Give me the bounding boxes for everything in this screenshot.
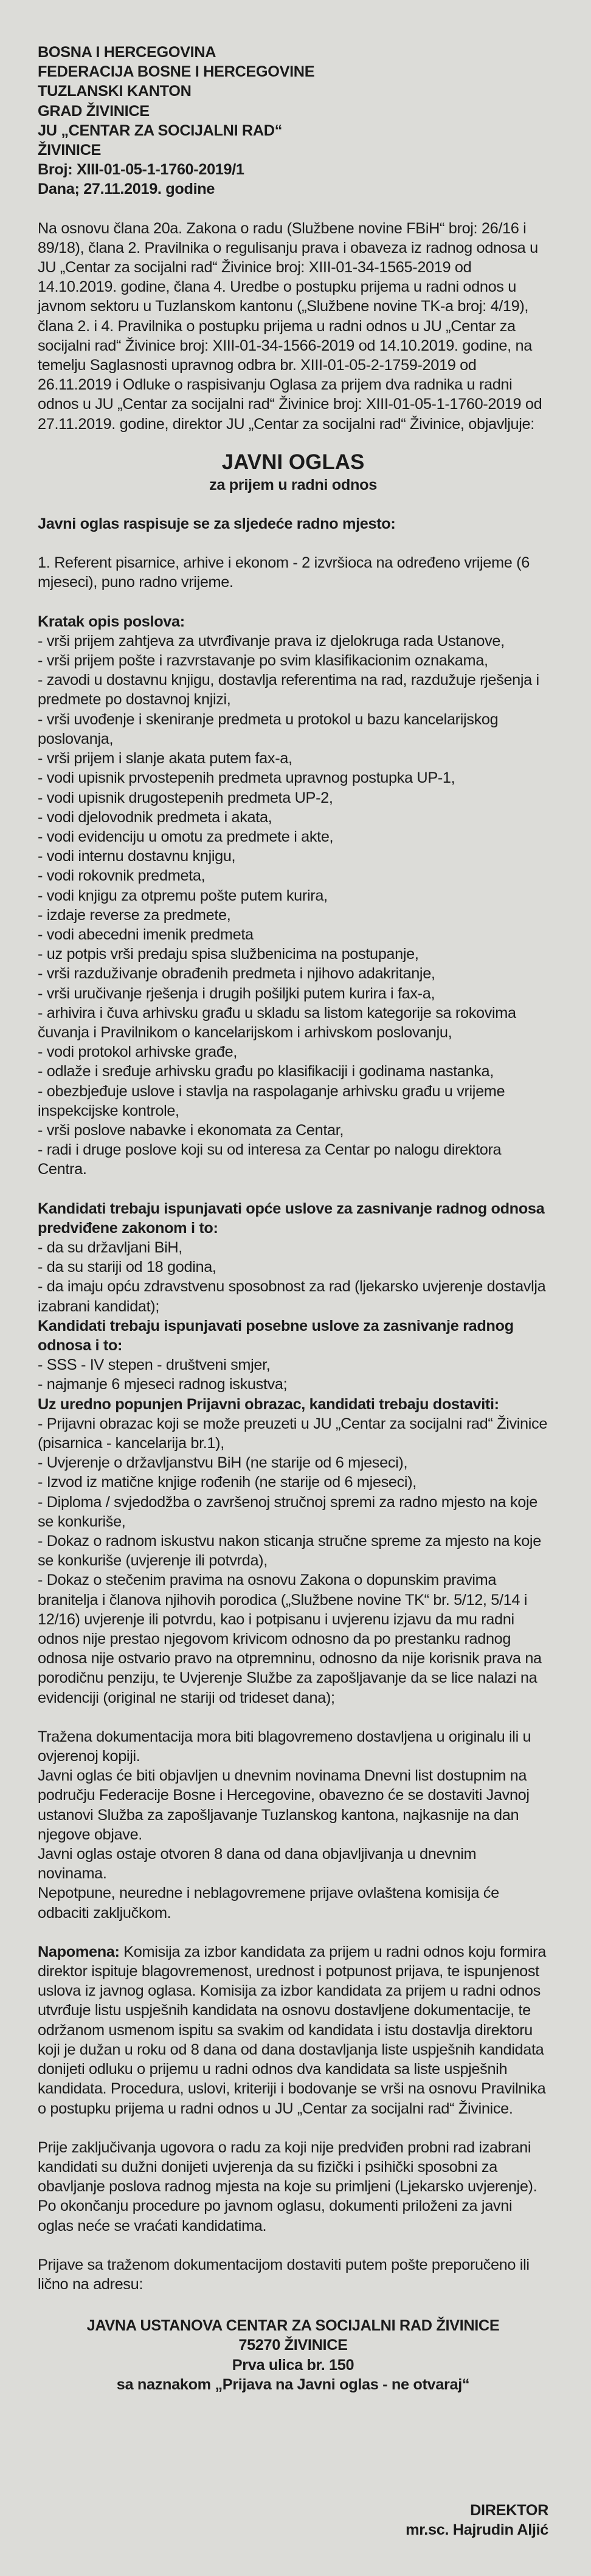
document-number: Broj: XIII-01-05-1-1760-2019/1 bbox=[38, 161, 244, 179]
position-description: 1. Referent pisarnice, arhive i ekonom - 2 izvršioca na određeno vrijeme (6 mjeseci), puno radno vrijeme. bbox=[38, 554, 530, 591]
duty-item: - vodi djelovodnik predmeta i akata, bbox=[38, 808, 272, 826]
duty-item: - vrši poslove nabavke i ekonomata za Centar, bbox=[38, 1121, 344, 1139]
duties-heading: Kratak opis poslova: bbox=[38, 613, 185, 630]
documents-heading: Uz uredno popunjen Prijavni obrazac, kandidati trebaju dostaviti: bbox=[38, 1395, 499, 1413]
document-title: JAVNI OGLAS bbox=[221, 450, 365, 474]
duty-item: - vodi protokol arhivske građe, bbox=[38, 1043, 238, 1061]
header-line: GRAD ŽIVINICE bbox=[38, 102, 150, 120]
signature-role: DIREKTOR bbox=[470, 2501, 548, 2519]
document-item: - Prijavni obrazac koji se može preuzeti u JU „Centar za socijalni rad“ Živinice (pisarnica - kancelarija br.1), bbox=[38, 1415, 548, 1452]
note-text: Komisija za izbor kandidata za prijem u radni odnos koju formira direktor ispituje blagovremenost, urednost i potpunost prijava, te ispunjenost uslova iz javnog oglasa. Komisija za izbor kandidata za prijem u radni odnos utvrđuje listu uspješnih kandidata na osnovu dostavljene dokumentacije, te održanom usmenom ispitu sa svakim od kandidata i istu dostavlja direktoru koji je dužan u roku od 8 dana od dana dostavljanja liste uspješnih kandidata donijeti odluku o prijemu u radni odnos dva kandidata sa liste uspješnih kandidata. Procedura, uslovi, kriteriji i bodovanje se vrši na osnovu Pravilnika o postupku prijema u radni odnos u JU „Centar za socijalni rad“ Živinice. bbox=[38, 1943, 546, 2117]
duty-item: - arhivira i čuva arhivsku građu u skladu sa listom kategorije sa rokovima čuvanja i Pravilnikom o kancelarijskom i arhivskom poslovanju, bbox=[38, 1004, 516, 1041]
header-line: FEDERACIJA BOSNE I HERCEGOVINE bbox=[38, 63, 315, 81]
duty-item: - vodi abecedni imenik predmeta bbox=[38, 926, 254, 943]
duty-item: - vrši razduživanje obrađenih predmeta i njihovo adakritanje, bbox=[38, 965, 435, 983]
contract-paragraph: Prije zaključivanja ugovora o radu za koji nije predviđen probni rad izabrani kandidati su dužni donijeti uvjerenja da su fizički i psihički sposobni za obavljanje poslova radnog mjesta na koje su primljeni (Ljekarsko uvjerenje). Po okončanju procedure po javnom oglasu, dokumenti priloženi za javni oglas neće se vraćati kandidatima. bbox=[38, 2138, 537, 2234]
intro-paragraph: Na osnovu člana 20a. Zakona o radu (Službene novine FBiH“ broj: 26/16 i 89/18), člana 2. Pravilnika o regulisanju prava i obaveza iz radnog odnosa u JU „Centar za socijalni rad“ Živinice broj: XIII-01-34-1565-2019 od 14.10.2019. godine, člana 4. Uredbe o postupku prijema u radni odnos u javnom sektoru u Tuzlanskom kantonu („Službene novine TK-a broj: 4/19), člana 2. i 4. Pravilnika o postupku prijema u radni odnos u JU „Centar za socijalni rad“ Živinice broj: XIII-01-34-1566-2019 od 14.10.2019. godine, na temelju Saglasnosti upravnog odbra br. XIII-01-05-2-1759-2019 od 26.11.2019 i Odluke o raspisivanju Oglasa za prijem dva radnika u radni odnos u JU „Centar za socijalni rad“ Živinice broj: XIII-01-05-1-1760-2019 od 27.11.2019. godine, direktor JU „Centar za socijalni rad“ Živinice, objavljuje: bbox=[38, 219, 542, 433]
document-subtitle: za prijem u radni odnos bbox=[209, 476, 377, 493]
document-item: - Dokaz o stečenim pravima na osnovu Zakona o dopunskim pravima branitelja i članova njihovih porodica („Službene novine TK“ br. 5/12, 5/14 i 12/16) uvjerenje ili potvrdu, kao i potpisanu i uvjerenu izjavu da mu radni odnos nije prestao njegovom krivicom odnosno da po prestanku radnog odnosa nije ostvario pravo na otpremninu, odnosno da nije korisnik prava na porodičnu penziju, te Uvjerenje Službe za zapošljavanje da se lice nalazi na evidenciji (original ne stariji od trideset dana); bbox=[38, 1571, 542, 1706]
postal-address bbox=[38, 2316, 548, 2394]
documents-list bbox=[38, 1414, 548, 1708]
document-item: - Diploma / svjedodžba o završenoj stručnoj spremi za radno mjesto na koje se konkuriše, bbox=[38, 1493, 537, 1530]
open-period-paragraph: Javni oglas ostaje otvoren 8 dana od dana objavljivanja u dnevnim novinama. bbox=[38, 1846, 477, 1883]
document-date: Dana; 27.11.2019. godine bbox=[38, 180, 215, 198]
condition-item: - da su stariji od 18 godina, bbox=[38, 1259, 216, 1276]
duty-item: - vodi upisnik prvostepenih predmeta upravnog postupka UP-1, bbox=[38, 769, 455, 787]
duty-item: - vrši prijem i slanje akata putem fax-a, bbox=[38, 750, 292, 768]
duty-item: - uz potpis vrši predaju spisa službenicima na postupanje, bbox=[38, 946, 419, 963]
duty-item: - vrši uručivanje rješenja i drugih pošiljki putem kurira i fax-a, bbox=[38, 984, 435, 1002]
duty-item: - vrši prijem zahtjeva za utvrđivanje prava iz djelokruga rada Ustanove, bbox=[38, 632, 505, 650]
publication-paragraph: Javni oglas će biti objavljen u dnevnim novinama Dnevni list dostupnim na području Federacije Bosne i Hercegovine, obavezno će se dostaviti Javnoj ustanovi Služba za zapošljavanje Tuzlanskog kantona, najkasnije na dan njegove objave. bbox=[38, 1767, 530, 1843]
duty-item: - vodi upisnik drugostepenih predmeta UP-2, bbox=[38, 789, 333, 806]
duty-item: - obezbjeđuje uslove i stavlja na raspolaganje arhivsku građu u vrijeme inspekcijske kontrole, bbox=[38, 1082, 505, 1119]
special-conditions-heading: Kandidati trebaju ispunjavati posebne uslove za zasnivanje radnog odnosa i to: bbox=[38, 1317, 514, 1354]
address-line: Prva ulica br. 150 bbox=[232, 2356, 354, 2374]
address-line: sa naznakom „Prijava na Javni oglas - ne otvaraj“ bbox=[116, 2375, 470, 2393]
document-item: - Dokaz o radnom iskustvu nakon sticanja stručne spreme za mjesto na koje se konkuriše (uvjerenje ili potvrda), bbox=[38, 1533, 541, 1570]
duty-item: - vodi internu dostavnu knjigu, bbox=[38, 848, 236, 865]
duty-item: - zavodi u dostavnu knjigu, dostavlja referentima na rad, razdužuje rješenja i predmete po dostavnoj knjizi, bbox=[38, 671, 539, 709]
duty-item: - vodi knjigu za otpremu pošte putem kurira, bbox=[38, 887, 328, 904]
header-line: BOSNA I HERCEGOVINA bbox=[38, 44, 216, 61]
send-paragraph: Prijave sa traženom dokumentacijom dostaviti putem pošte preporučeno ili lično na adresu: bbox=[38, 2256, 530, 2293]
condition-item: - najmanje 6 mjeseci radnog iskustva; bbox=[38, 1376, 288, 1393]
documentation-paragraph: Tražena dokumentacija mora biti blagovremeno dostavljena u originalu ili u ovjerenoj kopiji. bbox=[38, 1728, 531, 1765]
document-item: - Uvjerenje o državljanstvu BiH (ne starije od 6 mjeseci), bbox=[38, 1454, 408, 1472]
announce-heading: Javni oglas raspisuje se za sljedeće radno mjesto: bbox=[38, 515, 396, 533]
condition-item: - da imaju opću zdravstvenu sposobnost za rad (ljekarsko uvjerenje dostavlja izabrani kandidat); bbox=[38, 1278, 546, 1315]
duty-item: - vodi evidenciju u omotu za predmete i akte, bbox=[38, 828, 334, 845]
special-conditions-list bbox=[38, 1355, 548, 1394]
duty-item: - vrši prijem pošte i razvrstavanje po svim klasifikacionim oznakama, bbox=[38, 652, 488, 670]
document-item: - Izvod iz matične knjige rođenih (ne starije od 6 mjeseci), bbox=[38, 1474, 416, 1491]
address-line: 75270 ŽIVINICE bbox=[238, 2337, 348, 2354]
note-label: Napomena: bbox=[38, 1943, 120, 1960]
address-line: JAVNA USTANOVA CENTAR ZA SOCIJALNI RAD ŽIVINICE bbox=[86, 2317, 500, 2335]
duty-item: - radi i druge poslove koji su od interesa za Centar po nalogu direktora Centra. bbox=[38, 1141, 502, 1178]
document-header bbox=[38, 43, 548, 199]
general-conditions-heading: Kandidati trebaju ispunjavati opće uslove za zasnivanje radnog odnosa predviđene zakonom i to: bbox=[38, 1200, 545, 1237]
duties-list bbox=[38, 631, 548, 1180]
duty-item: - vrši uvođenje i skeniranje predmeta u protokol u bazu kancelarijskog poslovanja, bbox=[38, 710, 499, 747]
spacer bbox=[38, 2394, 548, 2465]
duty-item: - odlaže i sređuje arhivsku građu po klasifikaciji i godinama nastanka, bbox=[38, 1063, 494, 1080]
duty-item: - izdaje reverse za predmete, bbox=[38, 906, 231, 924]
duty-item: - vodi rokovnik predmeta, bbox=[38, 867, 206, 885]
header-line: TUZLANSKI KANTON bbox=[38, 83, 192, 100]
header-line: JU „CENTAR ZA SOCIJALNI RAD“ bbox=[38, 122, 282, 139]
condition-item: - da su državljani BiH, bbox=[38, 1238, 182, 1256]
note-paragraph bbox=[38, 1942, 548, 2118]
incomplete-applications-paragraph: Nepotpune, neuredne i neblagovremene prijave ovlaštena komisija će odbaciti zaključkom. bbox=[38, 1884, 499, 1922]
header-line: ŽIVINICE bbox=[38, 142, 102, 159]
condition-item: - SSS - IV stepen - društveni smjer, bbox=[38, 1356, 271, 1374]
signature-block bbox=[38, 2501, 548, 2540]
signature-name: mr.sc. Hajrudin Aljić bbox=[406, 2521, 548, 2538]
general-conditions-list bbox=[38, 1238, 548, 1316]
